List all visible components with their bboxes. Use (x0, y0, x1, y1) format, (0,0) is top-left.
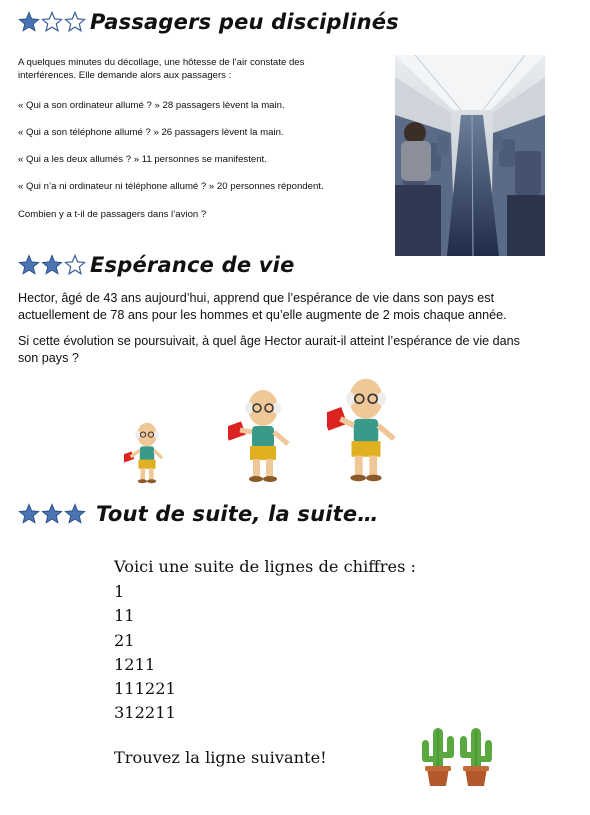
star-empty-icon (64, 254, 86, 276)
old-man-illustration (124, 420, 170, 486)
cactus-icon (456, 722, 496, 788)
sequence-line: 1 (114, 582, 125, 601)
sequence-line: 1211 (114, 654, 156, 674)
problem-question: Combien y a t-il de passagers dans l’avion ? (18, 209, 207, 220)
section-1-heading (18, 10, 399, 34)
text-line: Hector, âgé de 43 ans aujourd’hui, apprend que l’espérance de vie dans son pays est (18, 291, 495, 305)
star-empty-icon (64, 11, 86, 33)
sequence-line: 21 (114, 630, 135, 650)
star-filled-icon (64, 503, 86, 525)
sequence-prompt: Trouvez la ligne suivante! (114, 748, 327, 767)
section-2-heading (18, 253, 295, 277)
star-empty-icon (41, 11, 63, 33)
question-line: « Qui n’a ni ordinateur ni téléphone allumé ? » 20 personnes répondent. (18, 181, 324, 192)
question-line: « Qui a les deux allumés ? » 11 personnes se manifestent. (18, 154, 267, 165)
star-filled-icon (18, 503, 40, 525)
star-filled-icon (41, 503, 63, 525)
section-3-heading (18, 502, 379, 526)
intro-paragraph (18, 56, 378, 82)
sequence-line: 312211 (114, 703, 176, 723)
question-line: « Qui a son téléphone allumé ? » 26 passagers lèvent la main. (18, 127, 284, 138)
difficulty-stars (18, 503, 86, 525)
old-man-illustration (228, 386, 298, 486)
section-title: Espérance de vie (90, 253, 295, 277)
text-line: A quelques minutes du décollage, une hôtesse de l’air constate des (18, 57, 305, 68)
sequence-list (114, 580, 176, 726)
cactus-icon (418, 722, 458, 788)
sequence-line: 111221 (114, 679, 176, 699)
text-line: Si cette évolution se poursuivait, à quel âge Hector aurait-il atteint l’espérance de vie dans (18, 334, 520, 348)
section-title: Tout de suite, la suite… (96, 502, 379, 526)
star-filled-icon (41, 254, 63, 276)
hector-paragraph (18, 290, 573, 324)
airplane-cabin-image (395, 55, 545, 256)
section-title: Passagers peu disciplinés (90, 10, 399, 34)
difficulty-stars (18, 11, 86, 33)
sequence-line: 11 (114, 606, 135, 626)
life-expectancy-question (18, 333, 573, 367)
text-line: interférences. Elle demande alors aux passagers : (18, 70, 232, 81)
sequence-intro: Voici une suite de lignes de chiffres : (114, 557, 416, 576)
star-filled-icon (18, 11, 40, 33)
text-line: son pays ? (18, 351, 79, 365)
star-filled-icon (18, 254, 40, 276)
text-line: actuellement de 78 ans pour les hommes et qu’elle augmente de 2 mois chaque année. (18, 308, 507, 322)
old-man-illustration (327, 374, 405, 486)
question-line: « Qui a son ordinateur allumé ? » 28 passagers lèvent la main. (18, 100, 285, 111)
difficulty-stars (18, 254, 86, 276)
